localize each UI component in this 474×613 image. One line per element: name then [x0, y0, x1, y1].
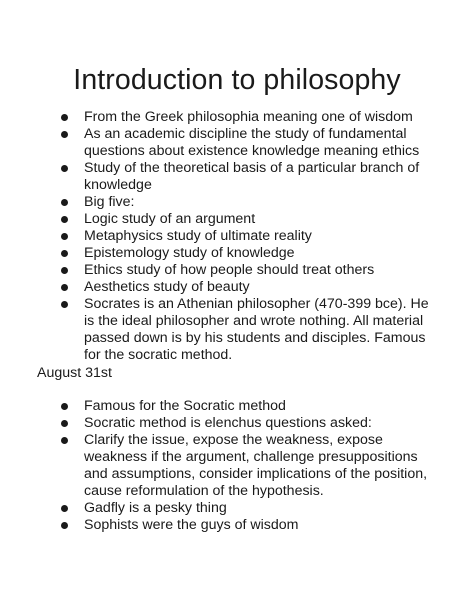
list-item-text: Famous for the Socratic method: [84, 398, 286, 414]
bullet-dot-icon: [61, 403, 68, 410]
list-item-text: Aesthetics study of beauty: [84, 279, 250, 295]
bullet-dot-icon: [61, 199, 68, 206]
list-item-text: Logic study of an argument: [84, 211, 256, 227]
list-item: [61, 228, 431, 245]
list-item: [61, 262, 431, 279]
list-item: [61, 415, 431, 432]
bullet-list-intro: [61, 109, 431, 364]
bullet-dot-icon: [61, 522, 68, 529]
date-heading: August 31st: [37, 365, 112, 381]
list-item-text: Metaphysics study of ultimate reality: [84, 228, 312, 244]
bullet-list-august-31st: [61, 398, 431, 534]
bullet-dot-icon: [61, 233, 68, 240]
list-item-text: From the Greek philosophia meaning one of wisdom: [84, 109, 413, 125]
list-item-text: Sophists were the guys of wisdom: [84, 517, 299, 533]
list-item-text: Epistemology study of knowledge: [84, 245, 295, 261]
list-item: [61, 194, 431, 211]
list-item: [61, 296, 431, 364]
list-item: [61, 160, 431, 194]
bullet-dot-icon: [61, 420, 68, 427]
list-item: [61, 245, 431, 262]
list-item: [61, 109, 431, 126]
page-title: Introduction to philosophy: [73, 64, 401, 96]
list-item-text: Ethics study of how people should treat others: [84, 262, 375, 278]
list-item-text: Big five:: [84, 194, 135, 210]
list-item-text: Clarify the issue, expose the weakness, expose weakness if the argument, challenge presuppositions and assumptions, consider implications of the position, cause reformulation of the hypothesis.: [84, 432, 428, 499]
list-item-text: Socratic method is elenchus questions asked:: [84, 415, 372, 431]
bullet-dot-icon: [61, 114, 68, 121]
bullet-dot-icon: [61, 267, 68, 274]
bullet-dot-icon: [61, 250, 68, 257]
list-item: [61, 500, 431, 517]
bullet-dot-icon: [61, 437, 68, 444]
list-item: [61, 211, 431, 228]
list-item: [61, 398, 431, 415]
list-item-text: Study of the theoretical basis of a particular branch of knowledge: [84, 160, 420, 193]
bullet-dot-icon: [61, 301, 68, 308]
bullet-dot-icon: [61, 505, 68, 512]
list-item: [61, 126, 431, 160]
list-item-text: Gadfly is a pesky thing: [84, 500, 227, 516]
list-item: [61, 279, 431, 296]
bullet-dot-icon: [61, 131, 68, 138]
list-item: [61, 432, 431, 500]
bullet-dot-icon: [61, 165, 68, 172]
list-item: [61, 517, 431, 534]
bullet-dot-icon: [61, 216, 68, 223]
list-item-text: Socrates is an Athenian philosopher (470-399 bce). He is the ideal philosopher and wrote nothing. All material passed down is by his students and disciples. Famous for the socratic method.: [84, 296, 429, 363]
bullet-dot-icon: [61, 284, 68, 291]
list-item-text: As an academic discipline the study of fundamental questions about existence knowledge meaning ethics: [84, 126, 420, 159]
